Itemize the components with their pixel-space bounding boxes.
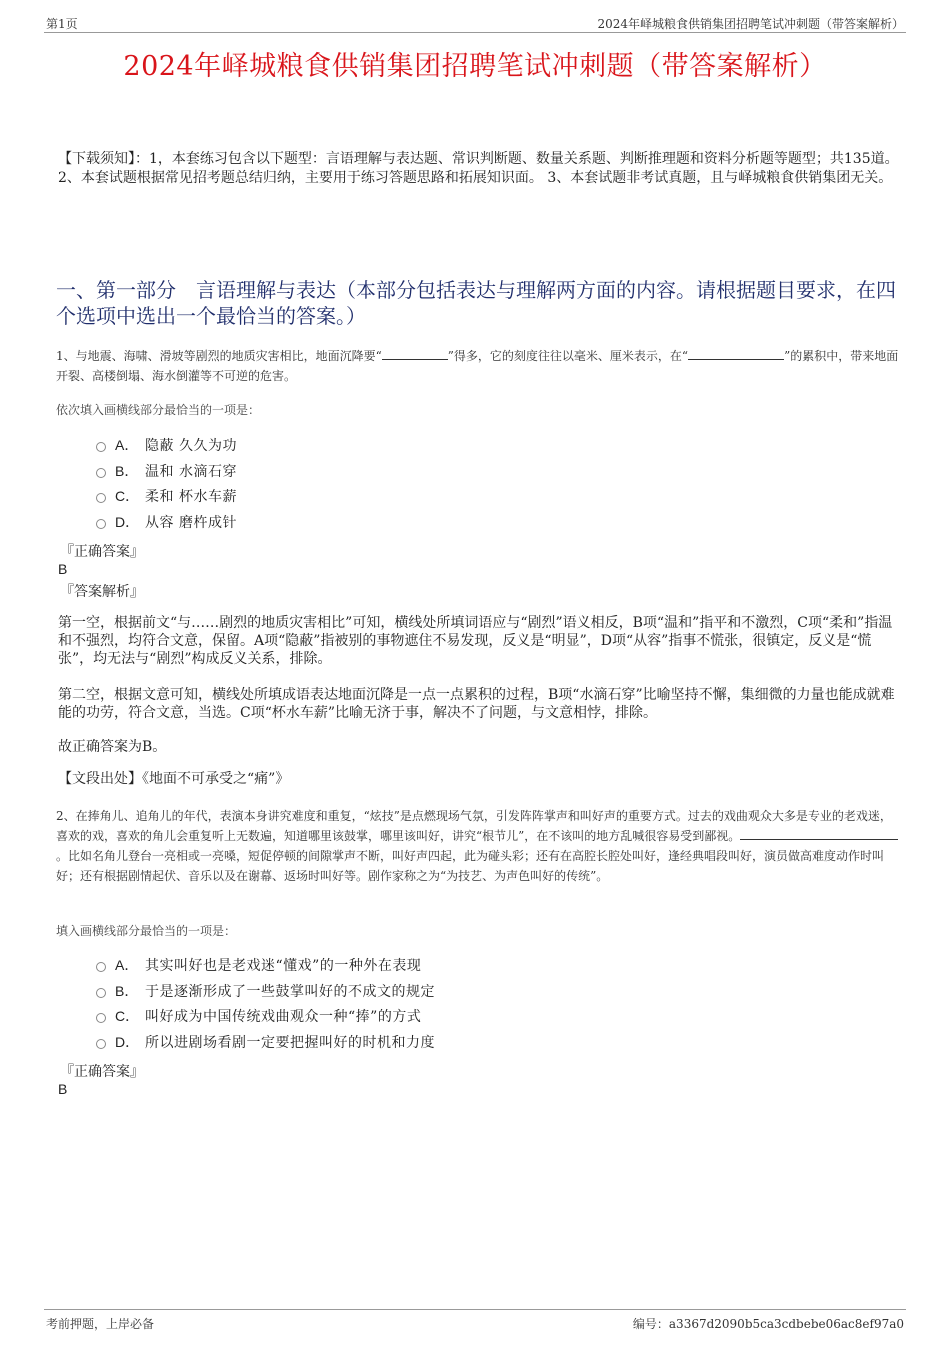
question-2-text-part: 。比如名角儿登台一亮相或一亮嗓，短促停顿的间隙掌声不断，叫好声四起，此为碰头彩；还有在高腔长腔处叫好，逢经典唱段叫好，演员做高难度动作时叫好；还有根据剧情起伏、音乐以及在谢幕、返场时叫好等。剧作家称之为“为技艺、为声色叫好的传统”。 xyxy=(56,849,885,883)
radio-button[interactable] xyxy=(96,1013,106,1023)
option-b[interactable] xyxy=(96,978,435,1004)
blank-line xyxy=(740,827,898,840)
option-d[interactable] xyxy=(96,509,237,535)
correct-answer: B xyxy=(58,1081,68,1097)
correct-answer-label: 『正确答案』 xyxy=(60,1064,144,1080)
option-text: 温和 水滴石穿 xyxy=(145,463,237,480)
question-1-text xyxy=(56,346,901,386)
option-text: 隐蔽 久久为功 xyxy=(145,437,237,454)
radio-button[interactable] xyxy=(96,442,106,452)
analysis-paragraph-1: 第一空，根据前文“与……剧烈的地质灾害相比”可知，横线处所填词语应与“剧烈”语义相反，B项“温和”指平和不激烈，C项“柔和”指温和不强烈，均符合文意，保留。A项“隐蔽”指被别的事物遮住不易发现，反义是“明显”，D项“从容”指事不慌张，很镇定，反义是“慌张”，均无法与“剧烈”构成反义关系，排除。 xyxy=(58,615,893,667)
page-header xyxy=(44,14,906,33)
page-number: 第1页 xyxy=(46,17,78,31)
analysis-conclusion: 故正确答案为B。 xyxy=(58,739,167,755)
answer-analysis-label: 『答案解析』 xyxy=(60,584,144,600)
option-c[interactable] xyxy=(96,1004,435,1030)
radio-button[interactable] xyxy=(96,1039,106,1049)
correct-answer-label: 『正确答案』 xyxy=(60,544,144,560)
question-2-text-part: 2、在捧角儿、追角儿的年代，表演本身讲究难度和重复，“炫技”是点燃现场气氛，引发阵阵掌声和叫好声的重要方式。过去的戏曲观众大多是专业的老戏迷，喜欢的戏，喜欢的角儿会重复听上无数遍，知道哪里该鼓掌，哪里该叫好，讲究“根节儿”，在不该叫的地方乱喊很容易受到鄙视。 xyxy=(56,809,892,843)
question-1-options xyxy=(96,432,237,535)
option-letter: B． xyxy=(115,462,139,479)
radio-button[interactable] xyxy=(96,988,106,998)
radio-button[interactable] xyxy=(96,468,106,478)
question-2-instruction: 填入画横线部分最恰当的一项是： xyxy=(56,924,237,938)
option-letter: C． xyxy=(115,1008,140,1025)
page-footer xyxy=(44,1309,906,1330)
option-text: 叫好成为中国传统戏曲观众一种“捧”的方式 xyxy=(145,1009,422,1026)
option-letter: D． xyxy=(115,1034,140,1051)
header-doc-title: 2024年峄城粮食供销集团招聘笔试冲刺题（带答案解析） xyxy=(597,17,904,31)
section-heading: 一、第一部分 言语理解与表达（本部分包括表达与理解两方面的内容。请根据题目要求，在四个选项中选出一个最恰当的答案。） xyxy=(56,278,896,328)
document-title: 2024年峄城粮食供销集团招聘笔试冲刺题（带答案解析） xyxy=(123,51,827,82)
blank-line xyxy=(382,347,448,360)
document-id: 编号：a3367d2090b5ca3cdbebe06ac8ef97a0 xyxy=(632,1317,904,1331)
option-letter: A． xyxy=(115,436,139,453)
option-c[interactable] xyxy=(96,484,237,510)
option-a[interactable] xyxy=(96,432,237,458)
option-b[interactable] xyxy=(96,458,237,484)
option-letter: A． xyxy=(115,956,139,973)
analysis-paragraph-2: 第二空，根据文意可知，横线处所填成语表达地面沉降是一点一点累积的过程，B项“水滴石穿”比喻坚持不懈，集细微的力量也能成就难能的功劳，符合文意，当选。C项“杯水车薪”比喻无济于事，解决不了问题，与文意相悖，排除。 xyxy=(58,687,895,721)
option-d[interactable] xyxy=(96,1029,435,1055)
question-1-text-part: ”的累积中，带来地面开裂、高楼倒塌、海水倒灌等不可逆的危害。 xyxy=(56,349,899,383)
question-1-instruction: 依次填入画横线部分最恰当的一项是： xyxy=(56,403,261,417)
question-1-text-part: 1、与地震、海啸、滑坡等剧烈的地质灾害相比，地面沉降要“ xyxy=(56,349,382,363)
blank-line xyxy=(688,347,784,360)
option-text: 于是逐渐形成了一些鼓掌叫好的不成文的规定 xyxy=(145,983,435,1000)
radio-button[interactable] xyxy=(96,493,106,503)
correct-answer: B xyxy=(58,561,68,577)
option-text: 所以进剧场看剧一定要把握叫好的时机和力度 xyxy=(145,1035,435,1052)
radio-button[interactable] xyxy=(96,519,106,529)
option-text: 从容 磨杵成针 xyxy=(145,515,237,532)
question-2-text xyxy=(56,806,901,886)
download-notice: 【下载须知】：1，本套练习包含以下题型：言语理解与表达题、常识判断题、数量关系题、判断推理题和资料分析题等题型；共135道。 2、本套试题根据常见招考题总结归纳，主要用于练习答题思路和拓展知识面。 3、本套试题非考试真题，且与峄城粮食供销集团无关。 xyxy=(58,151,899,186)
option-letter: D． xyxy=(115,514,140,531)
question-2-options xyxy=(96,952,435,1055)
option-a[interactable] xyxy=(96,952,435,978)
option-letter: B． xyxy=(115,982,139,999)
radio-button[interactable] xyxy=(96,962,106,972)
question-1-text-part: ”得多，它的刻度往往以毫米、厘米表示，在“ xyxy=(447,349,689,363)
option-text: 柔和 杯水车薪 xyxy=(145,489,237,506)
option-letter: C． xyxy=(115,488,140,505)
footer-slogan: 考前押题，上岸必备 xyxy=(46,1317,155,1331)
option-text: 其实叫好也是老戏迷“懂戏”的一种外在表现 xyxy=(145,957,422,974)
passage-source: 【文段出处】《地面不可承受之“痛”》 xyxy=(58,771,290,787)
